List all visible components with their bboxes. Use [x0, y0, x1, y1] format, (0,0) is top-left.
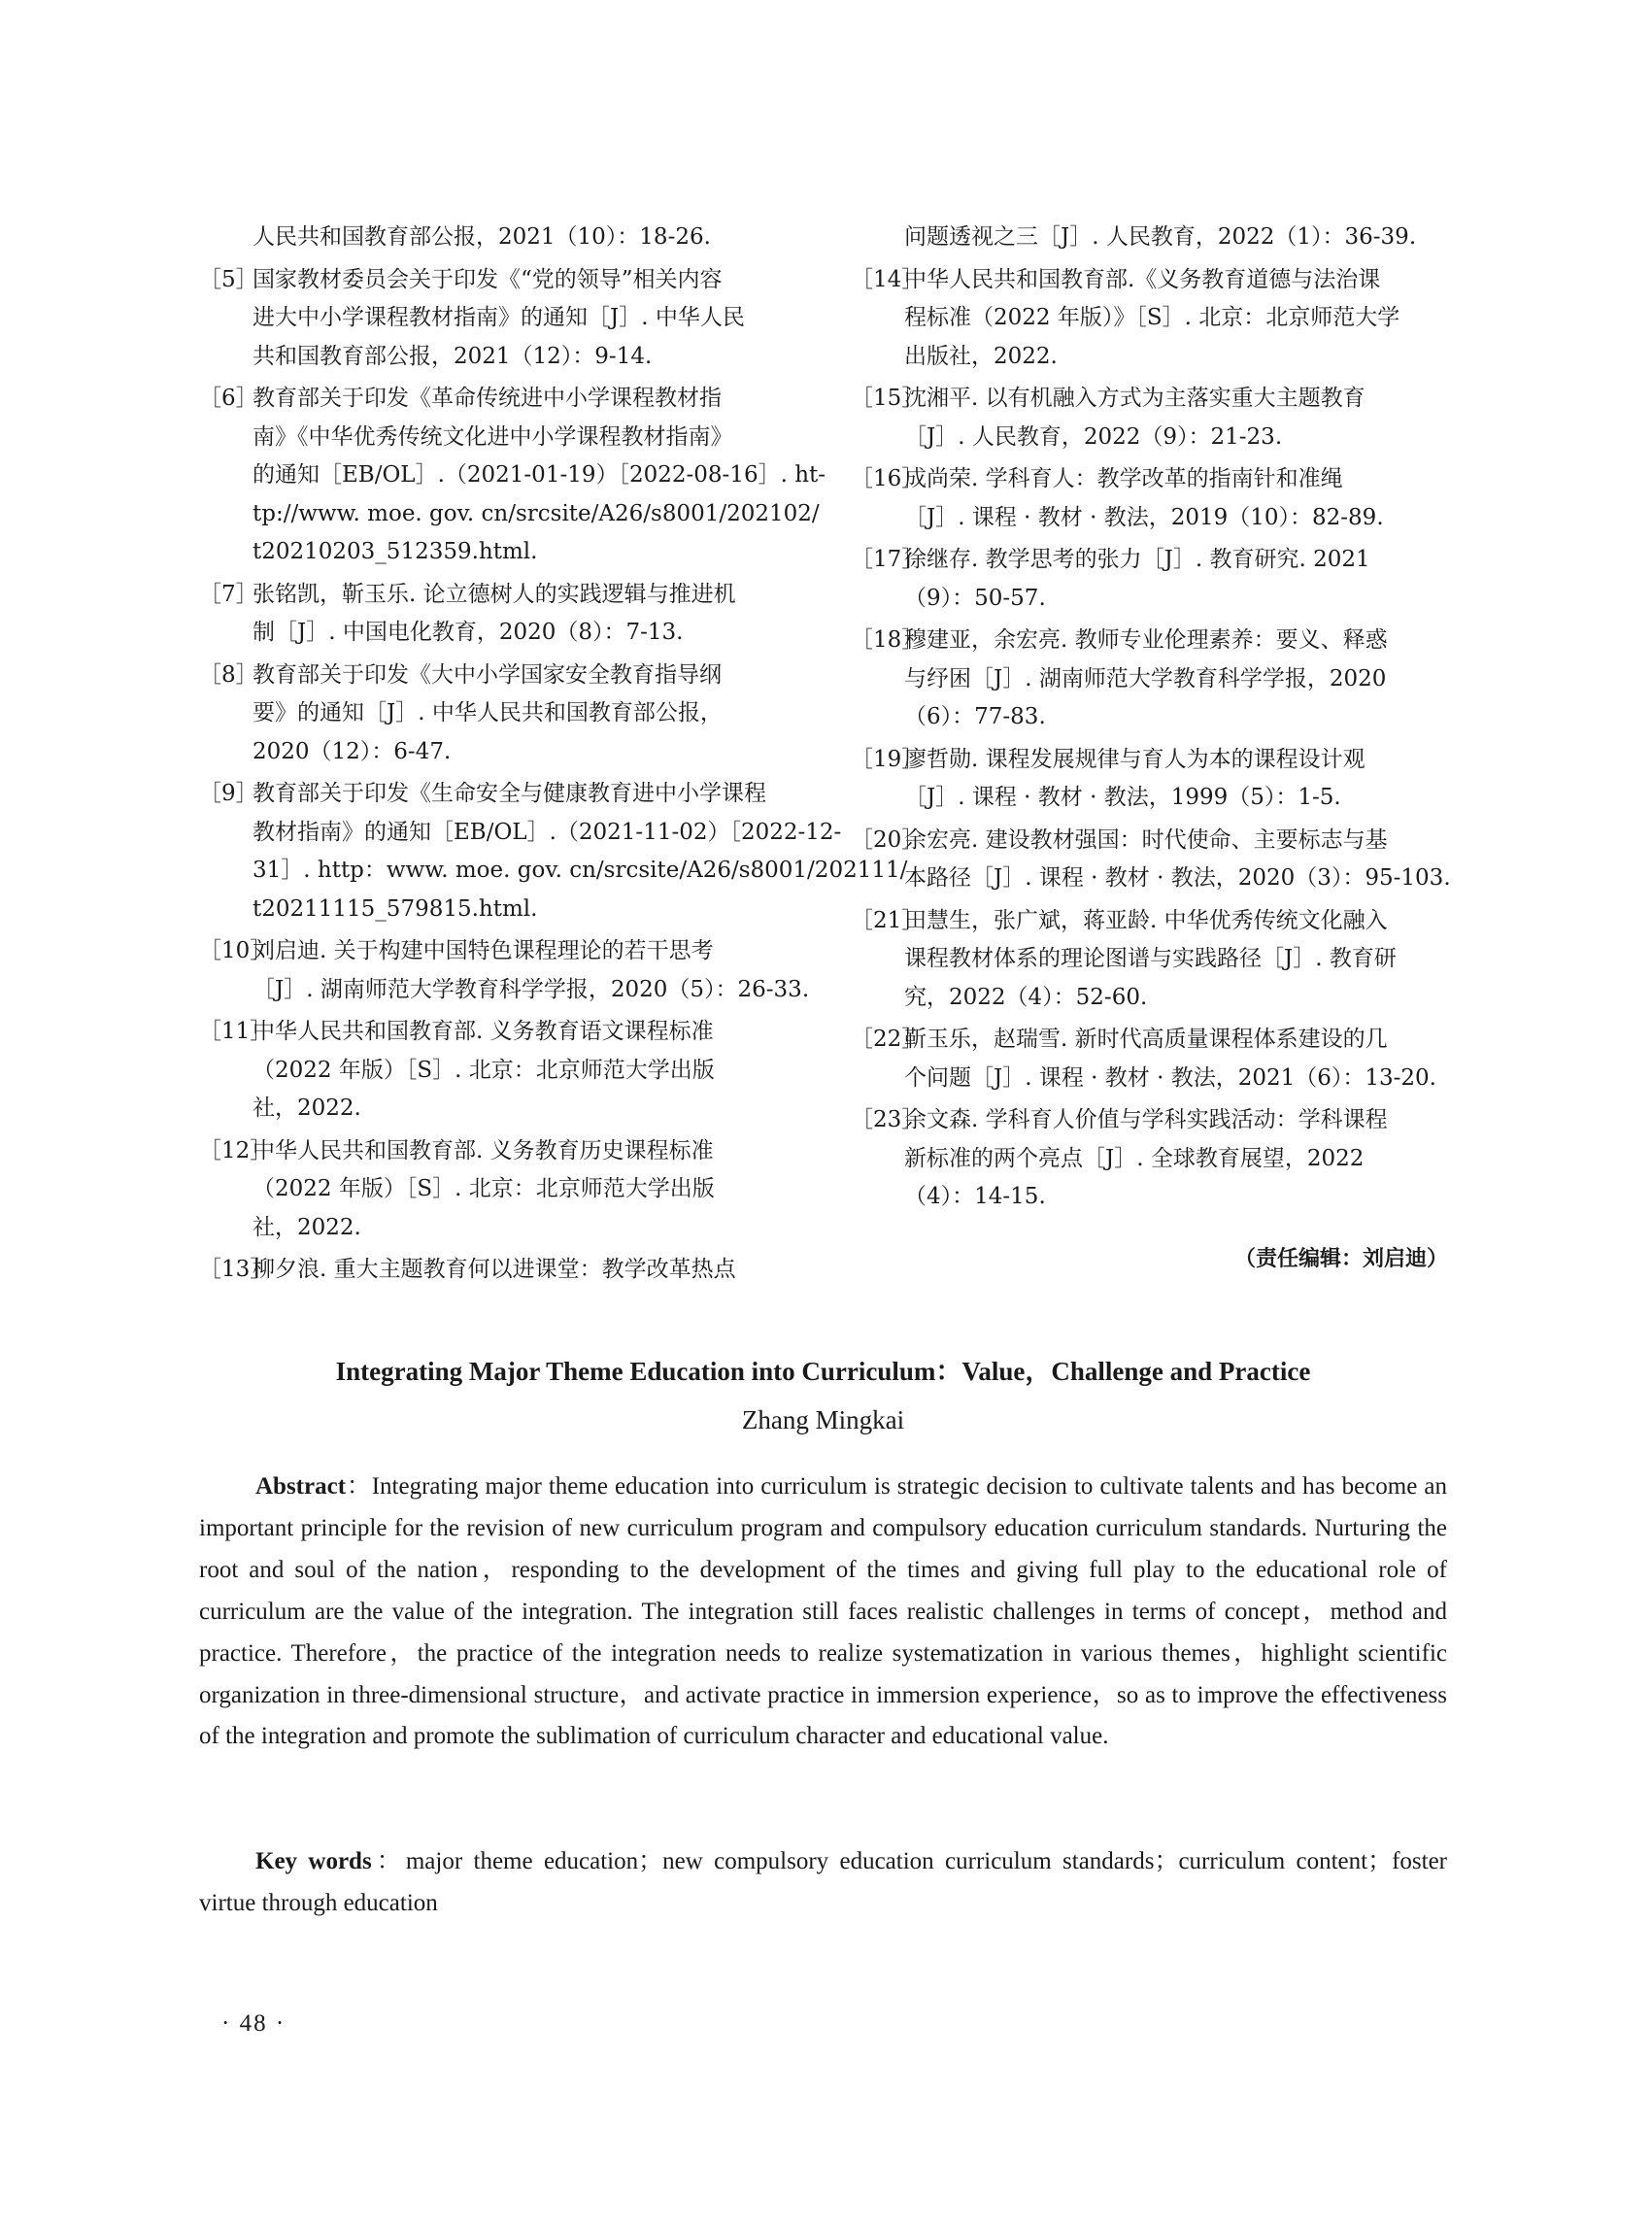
reference-line: 制［J］. 中国电化教育，2020（8）：7-13. [253, 620, 684, 645]
reference-line: 靳玉乐，赵瑞雪. 新时代高质量课程体系建设的几 [904, 1027, 1388, 1052]
english-abstract [199, 1466, 1447, 1758]
reference-line: 程标准（2022 年版）》［S］. 北京：北京师范大学 [904, 305, 1400, 330]
reference-line: tp://www. moe. gov. cn/srcsite/A26/s8001/202102/ [253, 500, 820, 526]
reference-line: 要》的通知［J］. 中华人民共和国教育部公报， [253, 700, 723, 725]
reference-line: 新标准的两个亮点［J］. 全球教育展望，2022 [904, 1145, 1365, 1171]
abstract-text: ：Integrating major theme education into curriculum is strategic decision to cultivate talents and has become an important principle for the revision of new curriculum program and compulsory education curriculum standards. Nurturing the root and soul of the nation，responding to the development of the times and giving full play to the educational role of curriculum are the value of the integration. The integration still faces realistic challenges in terms of concept，method and practice. Therefore，the practice of the integration needs to realize systematization in various themes，highlight scientific organization in three-dimensional structure，and activate practice in immersion experience，so as to improve the effectiveness of the integration and promote the sublimation of curriculum character and educational value. [199, 1473, 1447, 1750]
reference-line: 人民共和国教育部公报，2021（10）：18-26. [253, 224, 711, 250]
reference-line: 教育部关于印发《生命安全与健康教育进中小学课程 [253, 781, 766, 806]
reference-number: ［5］ [199, 266, 258, 292]
reference-item [851, 1021, 1448, 1097]
reference-line: （9）：50-57. [904, 585, 1046, 611]
reference-item [851, 902, 1448, 1018]
reference-number: ［16］ [851, 466, 925, 491]
reference-number: ［15］ [851, 386, 925, 411]
abstract-label: Abstract [255, 1473, 347, 1500]
reference-line: 31］. http：www. moe. gov. cn/srcsite/A26/s8001/202111/ [253, 858, 908, 883]
reference-item [199, 1132, 801, 1248]
reference-line: 教育部关于印发《大中小学国家安全教育指导纲 [253, 661, 722, 688]
reference-line: 中华人民共和国教育部. 义务教育历史课程标准 [253, 1137, 714, 1163]
reference-line: 余宏亮. 建设教材强国：时代使命、主要标志与基 [904, 826, 1388, 853]
reference-number: ［14］ [851, 266, 925, 292]
reference-line: （6）：77-83. [904, 704, 1046, 729]
reference-item [199, 219, 801, 257]
reference-number: ［9］ [199, 781, 258, 806]
reference-item [199, 657, 801, 772]
reference-line: 教材指南》的通知［EB/OL］.（2021-11-02）［2022-12- [253, 819, 842, 845]
reference-line: 沈湘平. 以有机融入方式为主落实重大主题教育 [904, 386, 1365, 411]
reference-line: 教育部关于印发《革命传统进中小学课程教材指 [253, 386, 722, 411]
reference-line: 进大中小学课程教材指南》的通知［J］. 中华人民 [253, 305, 745, 330]
reference-number: ［19］ [851, 746, 925, 772]
reference-number: ［18］ [851, 627, 925, 653]
reference-item [199, 775, 908, 928]
reference-line: （4）：14-15. [904, 1184, 1046, 1209]
reference-line: 共和国教育部公报，2021（12）：9-14. [253, 343, 653, 369]
reference-item [851, 460, 1448, 537]
reference-item [199, 576, 801, 653]
reference-line: t20211115_579815.html. [253, 895, 538, 922]
reference-line: 余文森. 学科育人价值与学科实践活动：学科课程 [904, 1107, 1388, 1132]
reference-item [851, 380, 1448, 456]
keywords-label: Key words [255, 1848, 372, 1874]
reference-line: 课程教材体系的理论图谱与实践路径［J］. 教育研 [904, 946, 1397, 971]
reference-line: 刘启迪. 关于构建中国特色课程理论的若干思考 [253, 938, 714, 963]
reference-line: 中华人民共和国教育部. 义务教育语文课程标准 [253, 1019, 714, 1044]
reference-line: 的通知［EB/OL］.（2021-01-19）［2022-08-16］. ht- [253, 462, 826, 488]
reference-line: 国家教材委员会关于印发《“党的领导”相关内容 [253, 266, 723, 292]
reference-item [199, 261, 801, 377]
reference-item [851, 622, 1448, 737]
reference-line: 南》《中华优秀传统文化进中小学课程教材指南》 [253, 423, 733, 450]
english-title: Integrating Major Theme Education into Curriculum：Value，Challenge and Practice [335, 1357, 1311, 1386]
reference-line: 成尚荣. 学科育人：教学改革的指南针和准绳 [904, 466, 1343, 491]
reference-item [851, 261, 1448, 377]
reference-number: ［11］ [199, 1019, 273, 1044]
reference-number: ［10］ [199, 938, 273, 963]
editor-note: （责任编辑：刘启迪） [1233, 1246, 1448, 1271]
reference-line: ［J］. 课程 · 教材 · 教法，2019（10）：82-89. [904, 504, 1384, 530]
reference-item [199, 932, 810, 1009]
reference-line: 与纾困［J］. 湖南师范大学教育科学学报，2020 [904, 665, 1387, 691]
reference-line: 田慧生，张广斌，蒋亚龄. 中华优秀传统文化融入 [904, 907, 1388, 933]
reference-item [851, 822, 1451, 898]
reference-number: ［17］ [851, 547, 925, 572]
english-author: Zhang Mingkai [741, 1405, 905, 1434]
reference-item [851, 219, 1448, 257]
reference-line: （2022 年版）［S］. 北京：北京师范大学出版 [253, 1176, 715, 1201]
reference-number: ［7］ [199, 581, 258, 607]
reference-line: 廖哲勋. 课程发展规律与育人为本的课程设计观 [904, 746, 1365, 772]
reference-line: 个问题［J］. 课程 · 教材 · 教法，2021（6）：13-20. [904, 1064, 1436, 1091]
reference-line: （2022 年版）［S］. 北京：北京师范大学出版 [253, 1057, 715, 1083]
page-number: · 48 · [221, 2010, 287, 2037]
reference-line: 张铭凯，靳玉乐. 论立德树人的实践逻辑与推进机 [253, 581, 736, 607]
reference-number: ［22］ [851, 1027, 925, 1052]
reference-line: 究，2022（4）：52-60. [904, 984, 1148, 1010]
reference-line: 徐继存. 教学思考的张力［J］. 教育研究. 2021 [904, 547, 1370, 572]
reference-number: ［23］ [851, 1107, 925, 1132]
reference-number: ［21］ [851, 907, 925, 933]
reference-item [851, 1101, 1448, 1217]
reference-line: 社，2022. [253, 1214, 361, 1240]
reference-line: ［J］. 湖南师范大学教育科学学报，2020（5）：26-33. [253, 976, 810, 1002]
reference-item [199, 380, 826, 572]
reference-item [199, 1013, 801, 1129]
reference-line: 社，2022. [253, 1096, 361, 1121]
reference-line: 出版社，2022. [904, 343, 1058, 369]
reference-item [199, 1251, 801, 1290]
reference-line: 问题透视之三［J］. 人民教育，2022（1）：36-39. [904, 224, 1417, 250]
reference-item [851, 741, 1448, 818]
reference-line: 2020（12）：6-47. [253, 738, 452, 764]
reference-number: ［12］ [199, 1137, 273, 1163]
reference-number: ［6］ [199, 386, 258, 411]
references-right-column [851, 219, 1451, 1272]
reference-line: 穆建亚，余宏亮. 教师专业伦理素养：要义、释惑 [904, 627, 1388, 653]
reference-line: 中华人民共和国教育部.《义务教育道德与法治课 [904, 266, 1381, 292]
reference-line: t20210203_512359.html. [253, 539, 538, 564]
english-keywords [199, 1841, 1447, 1925]
reference-item [851, 541, 1448, 618]
keywords-text: ：major theme education；new compulsory education curriculum standards；curriculum content；foster virtue through education [199, 1848, 1447, 1916]
reference-line: ［J］. 人民教育，2022（9）：21-23. [904, 423, 1283, 450]
reference-number: ［20］ [851, 826, 925, 853]
reference-line: 本路径［J］. 课程 · 教材 · 教法，2020（3）：95-103. [904, 865, 1451, 891]
reference-number: ［13］ [199, 1257, 273, 1282]
reference-number: ［8］ [199, 661, 258, 688]
reference-line: ［J］. 课程 · 教材 · 教法，1999（5）：1-5. [904, 785, 1341, 810]
reference-line: 柳夕浪. 重大主题教育何以进课堂：教学改革热点 [253, 1257, 736, 1282]
